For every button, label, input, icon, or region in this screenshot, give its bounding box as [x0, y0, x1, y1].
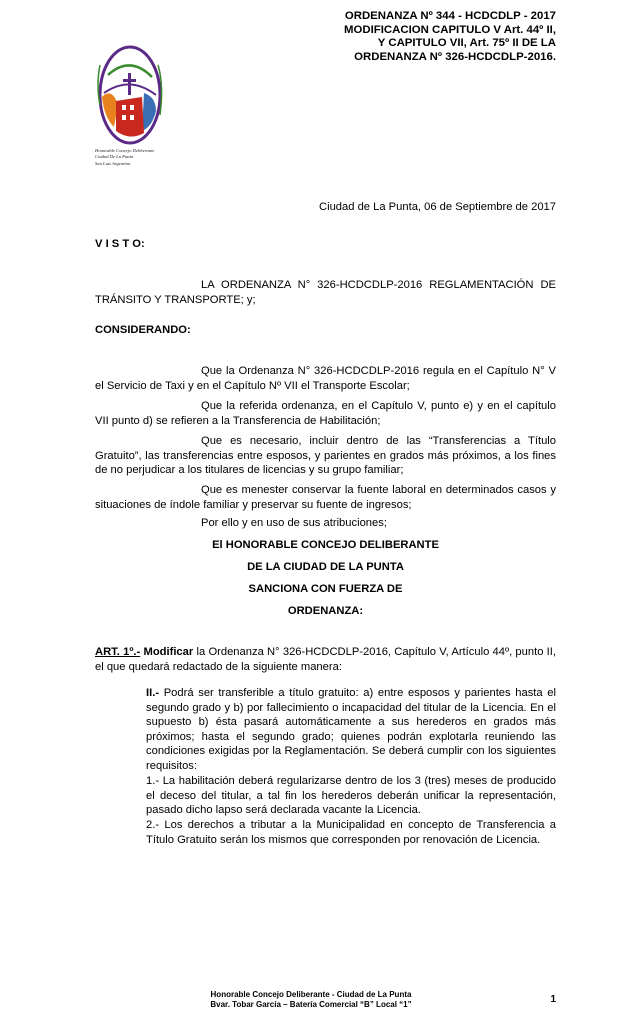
sanciona-line-3: SANCIONA CON FUERZA DE — [248, 583, 403, 595]
logo-caption — [95, 148, 175, 167]
logo-caption-line-3: San Luis Argentina — [95, 160, 131, 166]
considerando-heading: CONSIDERANDO: — [95, 324, 191, 336]
article-1 — [95, 645, 556, 674]
footer-line-2: Bvar. Tobar García – Batería Comercial “B” Local “1” — [210, 1000, 412, 1009]
article-1-text: la Ordenanza N° 326-HCDCDLP-2016, Capítulo V, Artículo 44º, punto II, el que quedará redactado de la siguiente manera: — [95, 646, 556, 673]
header-line-3: Y CAPITULO VII, Art. 75º II DE LA — [377, 37, 556, 50]
header-line-4: ORDENANZA Nº 326-HCDCDLP-2016. — [354, 50, 556, 63]
clause-text: Podrá ser transferible a título gratuito: a) entre esposos y parientes hasta el segundo grado y b) por fallecimiento o incapacidad del titular de la Licencia. En el supuesto b) ésta pasará automáticamente a sus herederos en grados más próximos; hasta el segundo grado; quienes podrán explotarla reuniendo las condiciones exigidas por la Reglamentación. Se deberá cumplir con los siguientes requisitos: — [146, 687, 556, 772]
visto-heading: V I S T O: — [95, 238, 145, 250]
page-footer — [0, 990, 622, 1010]
sanciona-line-2: DE LA CIUDAD DE LA PUNTA — [247, 561, 404, 573]
requirement-2: 2.- Los derechos a tributar a la Municipalidad en concepto de Transferencia a Título Gratuito serán los mismos que corresponden por renovación de Licencia. — [146, 819, 556, 846]
document-date: Ciudad de La Punta, 06 de Septiembre de 2017 — [319, 201, 556, 213]
page-number: 1 — [550, 994, 556, 1005]
visto-text: LA ORDENANZA N° 326-HCDCDLP-2016 REGLAMENTACIÓN DE TRÁNSITO Y TRANSPORTE; y; — [95, 279, 556, 306]
document-header — [344, 10, 556, 64]
sanciona-line-4: ORDENANZA: — [287, 605, 364, 617]
article-1-verb: Modificar — [143, 646, 194, 658]
council-seal-icon — [92, 35, 170, 155]
clause-label: II.- — [146, 687, 160, 699]
considerando-paragraph-3: Que es necesario, incluir dentro de las “Transferencias a Título Gratuito”, las transferencias entre esposos, y parientes en grados más próximos, a los fines de no perjudicar a los titulares de licencias y su grupo familiar; — [95, 435, 556, 477]
considerando-paragraph-1: Que la Ordenanza N° 326-HCDCDLP-2016 regula en el Capítulo N° V el Servicio de Taxi y en el Capítulo Nº VII el Transporte Escolar; — [95, 365, 556, 392]
requirement-1: 1.- La habilitación deberá regularizarse dentro de los 3 (tres) meses de producido el deceso del titular, a tal fin los herederos deberán unificar la representación, pasado dicho lapso será declarada vacante la Licencia. — [146, 775, 556, 817]
logo-caption-line-2: Ciudad De La Punta — [95, 154, 134, 160]
considerando-paragraph-2: Que la referida ordenanza, en el Capítulo V, punto e) y en el capítulo VII punto d) se refieren a la Transferencia de Habilitación; — [95, 400, 556, 427]
footer-line-1: Honorable Concejo Deliberante - Ciudad de La Punta — [210, 990, 412, 999]
logo-caption-line-1: Honorable Concejo Deliberante — [95, 148, 155, 153]
council-logo — [92, 35, 170, 155]
sanciona-line-1: El HONORABLE CONCEJO DELIBERANTE — [212, 539, 439, 551]
article-1-clause — [146, 686, 556, 774]
considerando-paragraph-4: Que es menester conservar la fuente laboral en determinados casos y situaciones de índole familiar y preservar su fuente de ingresos; — [95, 484, 556, 511]
article-1-label: ART. 1º.- — [95, 646, 141, 658]
header-line-1: ORDENANZA Nº 344 - HCDCDLP - 2017 — [344, 10, 556, 22]
header-line-2: MODIFICACION CAPITULO V Art. 44º II, — [344, 23, 556, 36]
considerando-paragraph-5: Por ello y en uso de sus atribuciones; — [201, 517, 387, 529]
